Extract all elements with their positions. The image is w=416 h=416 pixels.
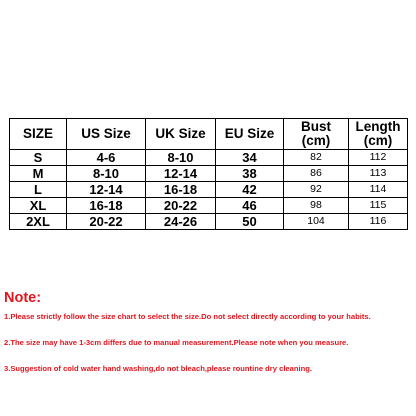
cell-size: L xyxy=(10,182,67,198)
cell-us-size: 4-6 xyxy=(67,150,146,166)
cell-eu-size: 50 xyxy=(216,214,284,230)
cell-us-size: 8-10 xyxy=(67,166,146,182)
cell-eu-size: 42 xyxy=(216,182,284,198)
cell-length: 114 xyxy=(349,182,408,198)
header-us-size: US Size xyxy=(67,119,146,150)
cell-us-size: 12-14 xyxy=(67,182,146,198)
cell-length: 115 xyxy=(349,198,408,214)
cell-uk-size: 12-14 xyxy=(146,166,216,182)
cell-us-size: 20-22 xyxy=(67,214,146,230)
cell-uk-size: 20-22 xyxy=(146,198,216,214)
header-bust-unit: (cm) xyxy=(301,133,331,148)
cell-length: 113 xyxy=(349,166,408,182)
note-item: 2.The size may have 1-3cm differs due to manual measurement.Please note when you measure. xyxy=(4,339,349,347)
header-bust-label: Bust xyxy=(301,119,331,134)
cell-size: M xyxy=(10,166,67,182)
cell-uk-size: 16-18 xyxy=(146,182,216,198)
table-row xyxy=(10,198,408,214)
size-chart-table xyxy=(9,118,408,230)
header-length xyxy=(349,119,408,150)
cell-us-size: 16-18 xyxy=(67,198,146,214)
cell-length: 112 xyxy=(349,150,408,166)
note-item: 3.Suggestion of cold water hand washing,do not bleach,please rountine dry cleaning. xyxy=(4,365,313,373)
cell-eu-size: 46 xyxy=(216,198,284,214)
table-row xyxy=(10,214,408,230)
cell-eu-size: 38 xyxy=(216,166,284,182)
cell-length: 116 xyxy=(349,214,408,230)
cell-size: S xyxy=(10,150,67,166)
header-size: SIZE xyxy=(10,119,67,150)
table-row xyxy=(10,166,408,182)
header-length-label: Length xyxy=(355,119,401,134)
cell-bust: 82 xyxy=(284,150,349,166)
cell-bust: 92 xyxy=(284,182,349,198)
cell-bust: 98 xyxy=(284,198,349,214)
table-row xyxy=(10,182,408,198)
cell-size: 2XL xyxy=(10,214,67,230)
cell-bust: 86 xyxy=(284,166,349,182)
cell-uk-size: 24-26 xyxy=(146,214,216,230)
cell-uk-size: 8-10 xyxy=(146,150,216,166)
header-bust xyxy=(284,119,349,150)
note-title: Note: xyxy=(4,290,42,306)
header-length-unit: (cm) xyxy=(363,133,393,148)
cell-eu-size: 34 xyxy=(216,150,284,166)
note-item: 1.Please strictly follow the size chart to select the size.Do not select directly according to your habits. xyxy=(4,313,371,321)
table-row xyxy=(10,150,408,166)
header-eu-size: EU Size xyxy=(216,119,284,150)
cell-size: XL xyxy=(10,198,67,214)
table-header-row xyxy=(10,119,408,150)
cell-bust: 104 xyxy=(284,214,349,230)
header-uk-size: UK Size xyxy=(146,119,216,150)
